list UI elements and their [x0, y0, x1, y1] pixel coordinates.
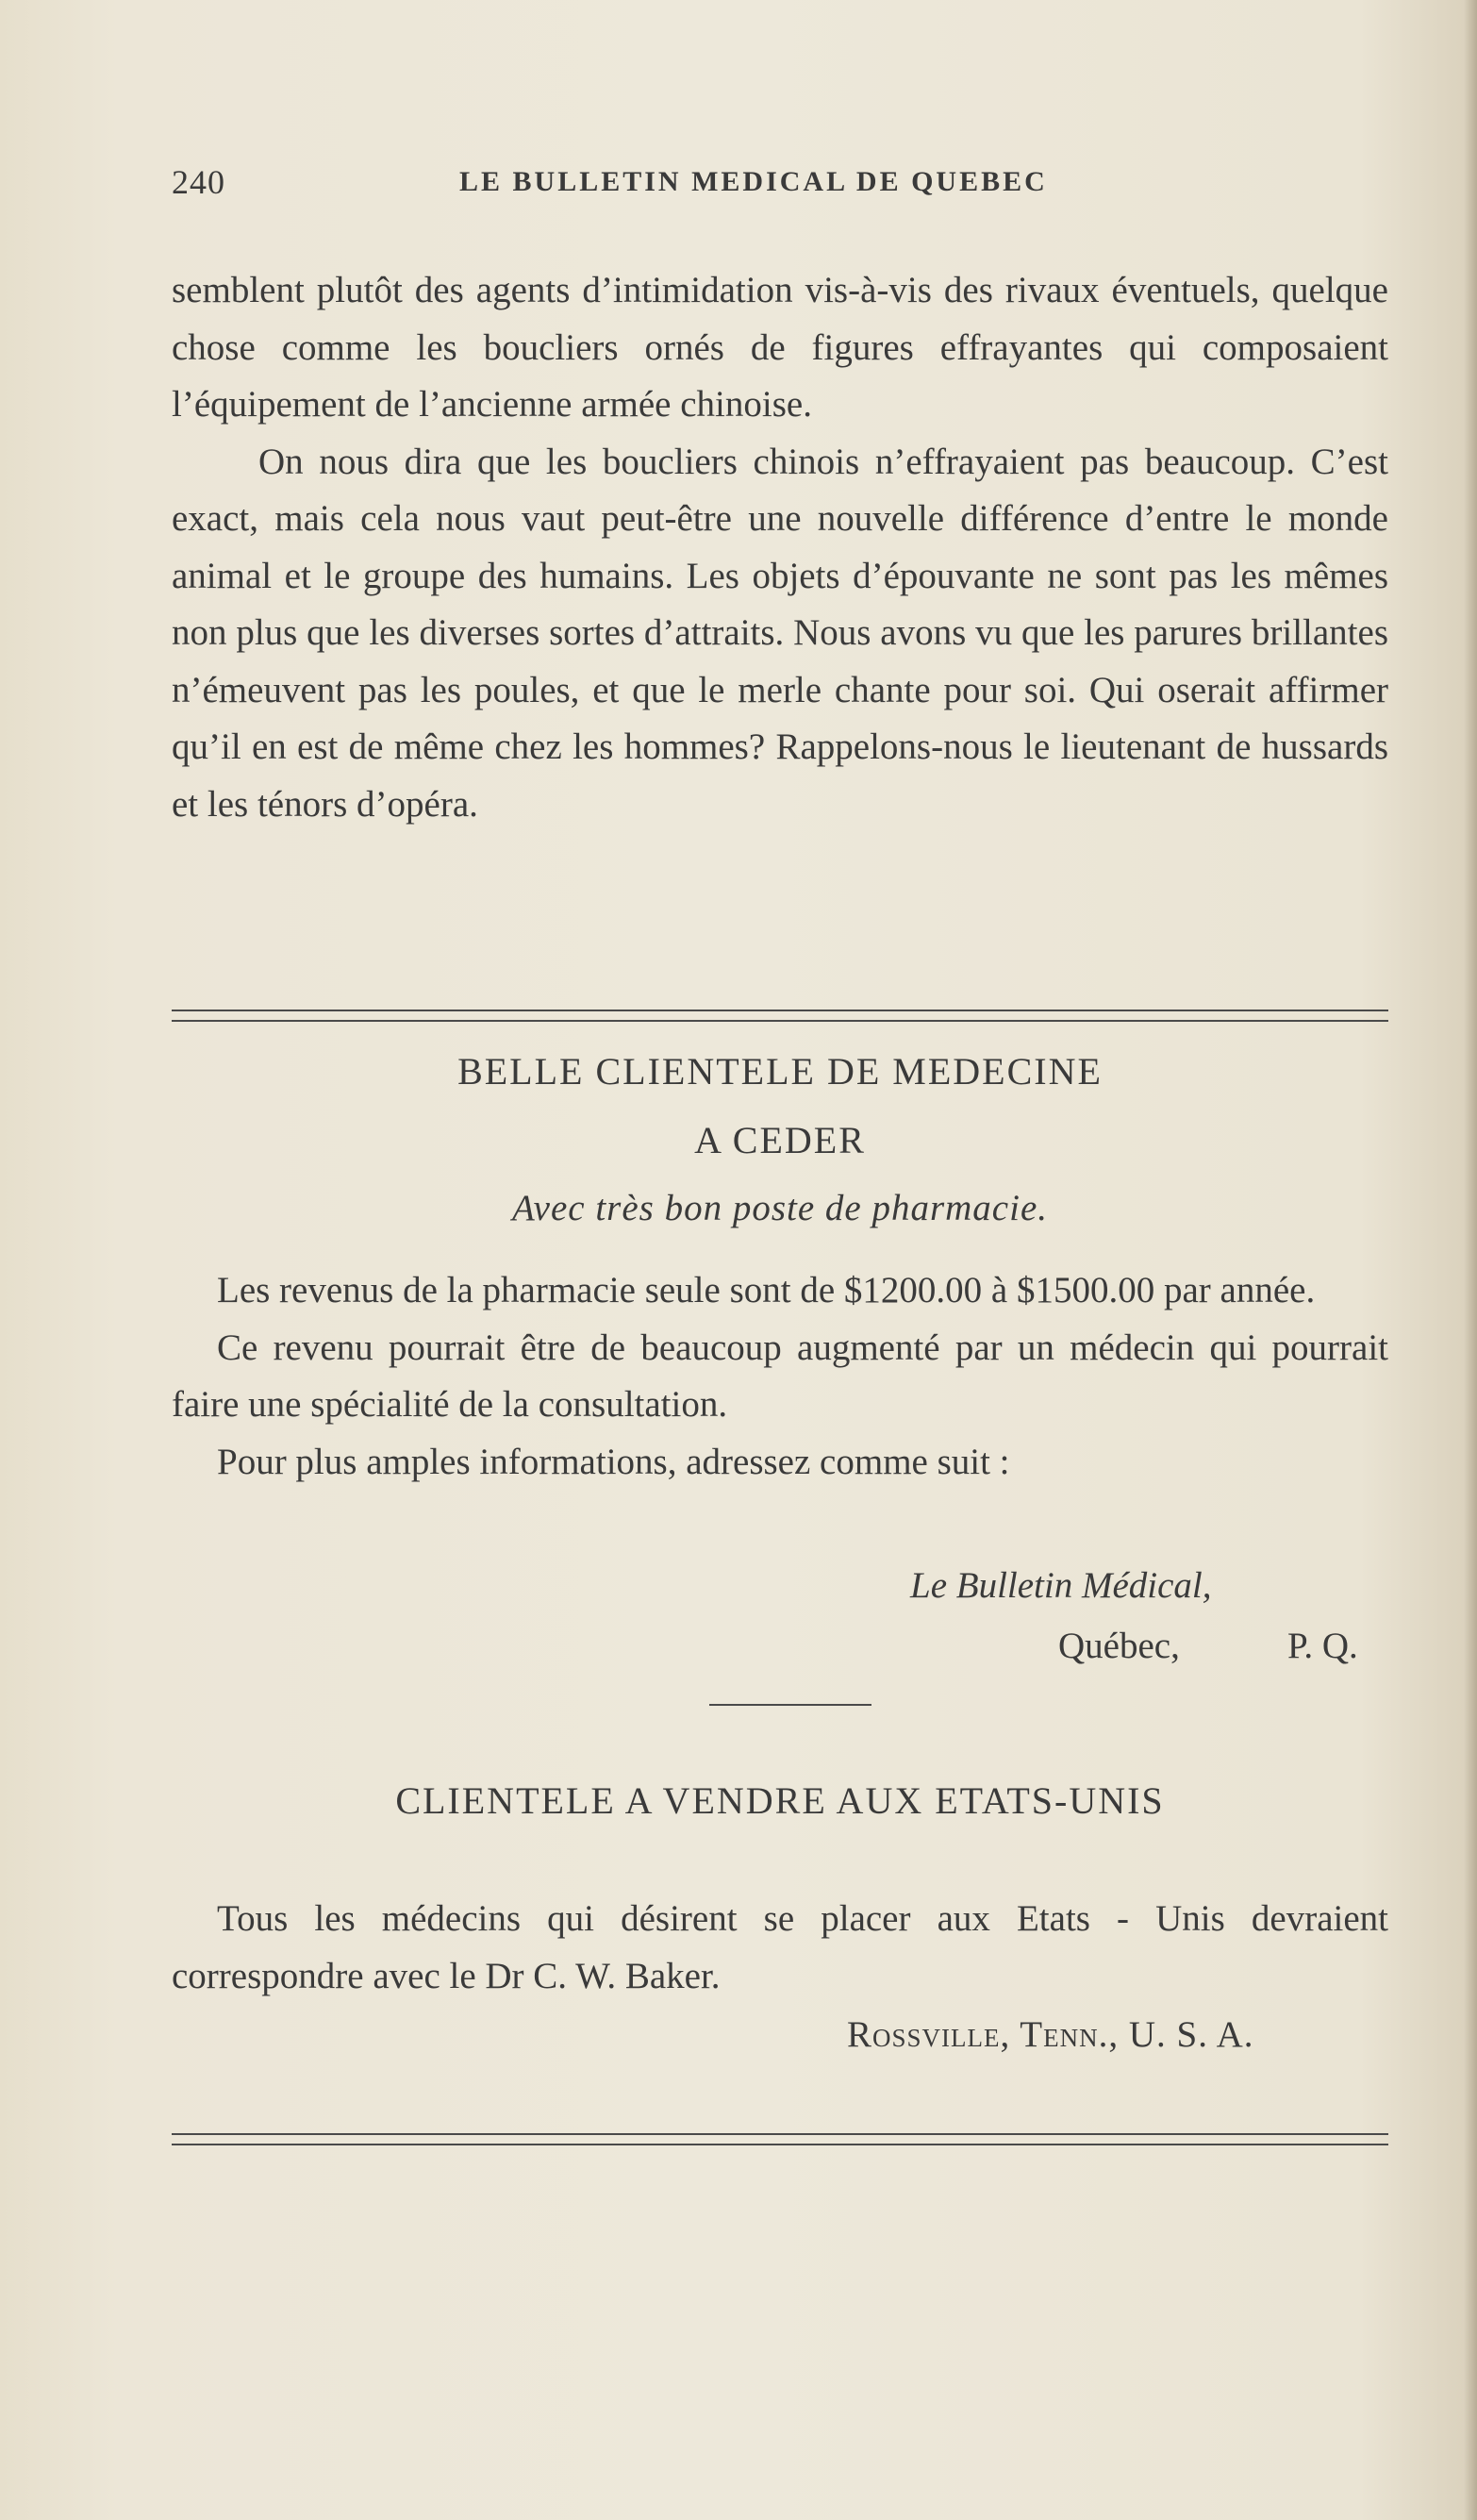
- ad2-body: [172, 1891, 1388, 2005]
- page-edge-shadow: [1464, 0, 1477, 2520]
- ad2-paragraph: Tous les médecins qui désirent se placer aux Etats - Unis devraient correspondre avec le Dr C. W. Baker.: [172, 1898, 1388, 1996]
- ad1-paragraph: Ce revenu pourrait être de beaucoup augmenté par un médecin qui pourrait faire une spécialité de la consultation.: [172, 1327, 1388, 1425]
- ad2-address: Rossville, Tenn., U. S. A.: [847, 2014, 1254, 2055]
- page-header: [172, 162, 1388, 209]
- ad1-paragraph: Les revenus de la pharmacie seule sont de $1200.00 à $1500.00 par année.: [217, 1270, 1316, 1310]
- ad1-title-line2: A CEDER: [694, 1119, 866, 1161]
- ad1-title-line1: BELLE CLIENTELE DE MEDECINE: [457, 1050, 1103, 1093]
- section-divider: [709, 1704, 871, 1706]
- ad1-paragraph: Pour plus amples informations, adressez comme suit :: [217, 1441, 1010, 1482]
- ad1-body: [172, 1262, 1388, 1491]
- ad1-signature-name: Le Bulletin Médical,: [910, 1565, 1212, 1606]
- ad1-signature-city: Québec,: [1058, 1626, 1180, 1666]
- running-head: LE BULLETIN MEDICAL DE QUEBEC: [459, 166, 1048, 197]
- ad2-title: CLIENTELE A VENDRE AUX ETATS-UNIS: [395, 1779, 1165, 1822]
- double-rule-bottom: [172, 2133, 1388, 2145]
- article-paragraph: On nous dira que les boucliers chinois n’effrayaient pas beaucoup. C’est exact, mais cela nous vaut peut-être une nouvelle différence d’entre le monde animal et le groupe des humains. Les objets d’épouvante ne sont pas les mêmes non plus que les diverses sortes d’attraits. Nous avons vu que les parures brillantes n’émeuvent pas les poules, et que le merle chante pour soi. Qui oserait affirmer qu’il en est de même chez les hommes? Rappelons-nous le lieutenant de hussards et les ténors d’opéra.: [172, 441, 1388, 825]
- ad1-signature-province: P. Q.: [1287, 1626, 1358, 1666]
- page-number: 240: [172, 163, 225, 201]
- article-body: [172, 262, 1388, 833]
- double-rule-top: [172, 1010, 1388, 1022]
- article-paragraph: semblent plutôt des agents d’intimidation vis-à-vis des rivaux éventuels, quelque chose comme les boucliers ornés de figures effrayantes qui composaient l’équipement de l’ancienne armée chinoise.: [172, 270, 1388, 425]
- ad1-subtitle: Avec très bon poste de pharmacie.: [511, 1188, 1049, 1228]
